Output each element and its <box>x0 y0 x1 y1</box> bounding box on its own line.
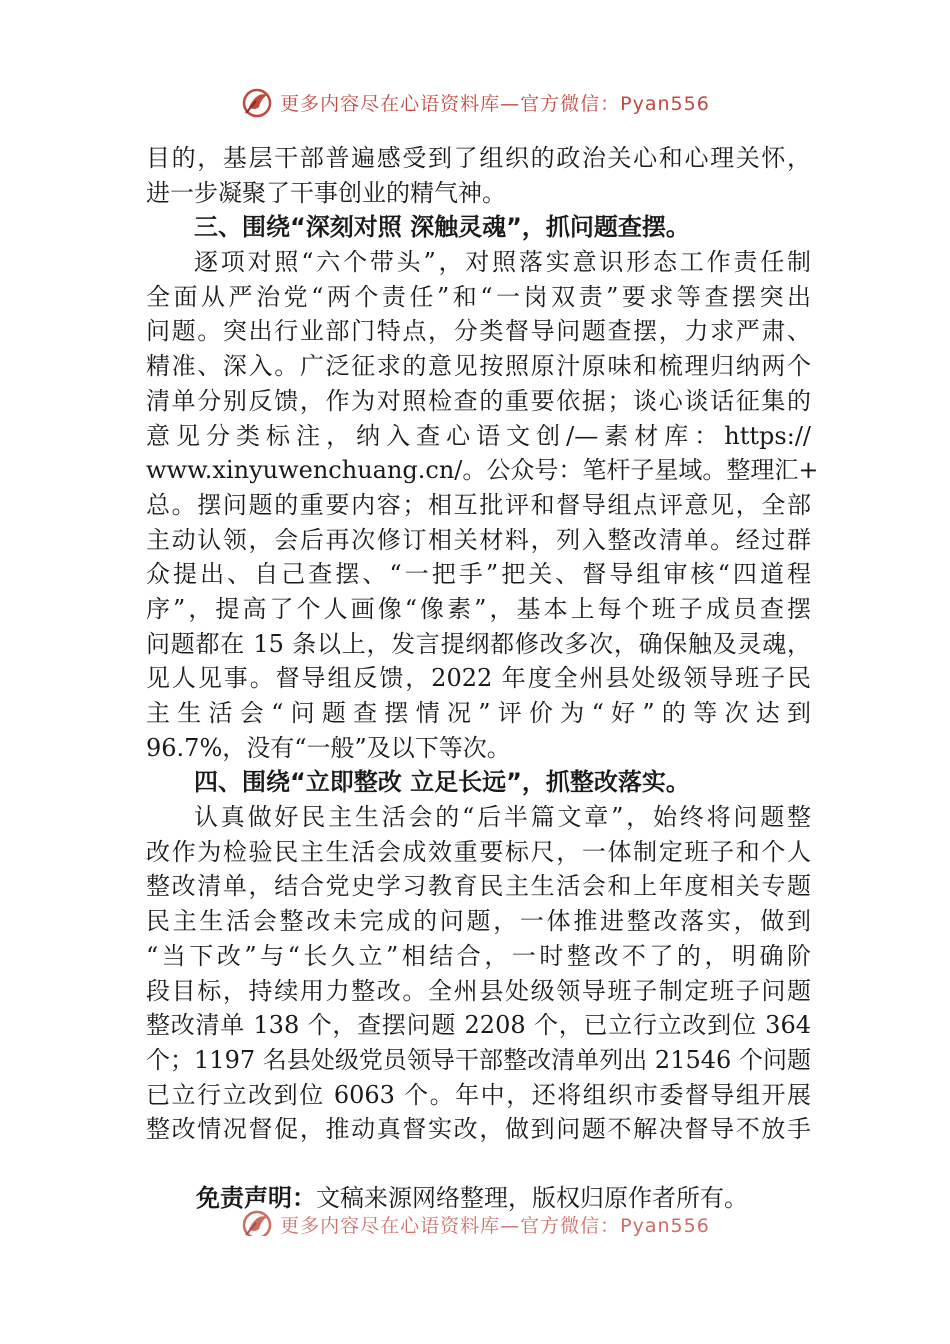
body-line: 意见分类标注，纳入查心语文创/—素材库：https:// <box>146 421 811 450</box>
article-body <box>146 141 819 1147</box>
body-line: 主动认领，会后再次修订相关材料，列入整改清单。经过群 <box>146 525 811 554</box>
body-line: 精准、深入。广泛征求的意见按照原汁原味和梳理归纳两个 <box>146 352 811 381</box>
disclaimer-label: 免责声明： <box>196 1184 316 1212</box>
body-line: 总。摆问题的重要内容；相互批评和督导组点评意见，全部 <box>146 490 811 519</box>
header-watermark <box>0 82 950 122</box>
section-heading-3: 三、围绕“深刻对照 深触灵魂”，抓问题查摆。 <box>194 213 690 242</box>
disclaimer <box>196 1180 816 1216</box>
body-line: 问题。突出行业部门特点，分类督导问题查摆，力求严肃、 <box>146 317 811 346</box>
body-line: 目的，基层干部普遍感受到了组织的政治关心和心理关怀， <box>146 144 811 172</box>
body-line: 众提出、自己查摆、“一把手”把关、督导组审核“四道程 <box>146 560 811 589</box>
body-line: www.xinyuwenchuang.cn/。公众号：笔杆子星域。整理汇+ <box>146 456 819 485</box>
body-line: 整改清单，结合党史学习教育民主生活会和上年度相关专题 <box>146 872 811 901</box>
body-line: 已立行立改到位 6063 个。年中，还将组织市委督导组开展 <box>146 1080 811 1109</box>
body-line: 整改清单 138 个，查摆问题 2208 个，已立行立改到位 364 <box>146 1011 811 1040</box>
body-line: 民主生活会整改未完成的问题，一体推进整改落实，做到 <box>146 907 811 936</box>
section-heading-4: 四、围绕“立即整改 立足长远”，抓整改落实。 <box>194 768 690 797</box>
body-line: 进一步凝聚了干事创业的精气神。 <box>146 178 506 207</box>
footer-watermark-text: 更多内容尽在心语资料库—官方微信：Pyan556 <box>280 1214 710 1237</box>
body-line: 清单分别反馈，作为对照检查的重要依据；谈心谈话征集的 <box>146 386 811 415</box>
footer-cover <box>0 1236 950 1344</box>
body-line: 个；1197 名县处级党员领导干部整改清单列出 21546 个问题 <box>146 1045 811 1074</box>
brand-logo-icon <box>240 85 274 119</box>
body-line: 整改情况督促，推动真督实改，做到问题不解决督导不放手 <box>146 1115 811 1144</box>
disclaimer-text: 文稿来源网络整理，版权归原作者所有。 <box>316 1184 748 1212</box>
body-line: 96.7%，没有“一般”及以下等次。 <box>146 733 511 762</box>
body-line: 问题都在 15 条以上，发言提纲都修改多次，确保触及灵魂， <box>146 629 811 658</box>
body-line: 全面从严治党“两个责任”和“一岗双责”要求等查摆突出 <box>146 282 811 311</box>
body-line: 改作为检验民主生活会成效重要标尺，一体制定班子和个人 <box>146 837 811 866</box>
body-line: 主生活会“问题查摆情况”评价为“好”的等次达到 <box>146 699 811 727</box>
body-line: 见人见事。督导组反馈，2022 年度全州县处级领导班子民 <box>146 664 811 693</box>
body-line: 序”，提高了个人画像“像素”，基本上每个班子成员查摆 <box>146 594 811 623</box>
header-watermark-text: 更多内容尽在心语资料库—官方微信：Pyan556 <box>280 92 710 115</box>
body-line: “当下改”与“长久立”相结合，一时整改不了的，明确阶 <box>146 941 811 970</box>
body-line: 认真做好民主生活会的“后半篇文章”，始终将问题整 <box>194 803 811 832</box>
body-line: 段目标，持续用力整改。全州县处级领导班子制定班子问题 <box>146 976 811 1005</box>
body-line: 逐项对照“六个带头”，对照落实意识形态工作责任制 <box>194 248 811 277</box>
